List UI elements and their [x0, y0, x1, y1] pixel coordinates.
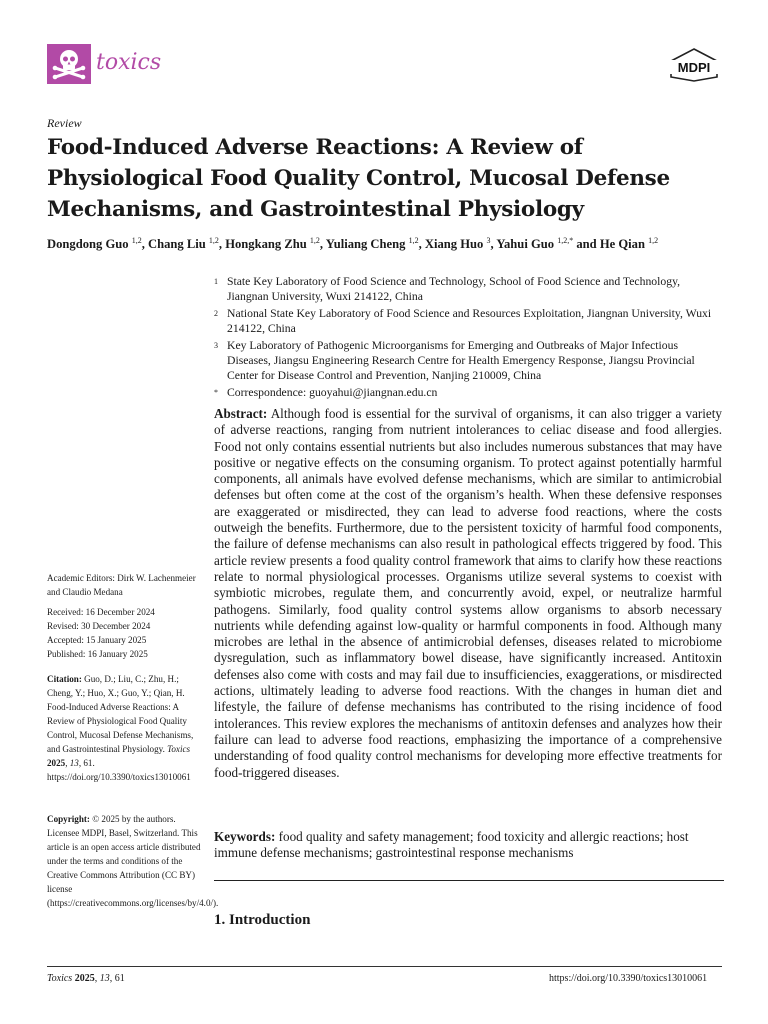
- skull-crossbones-icon: [51, 47, 87, 81]
- author-affiliation-marker: 1,2,*: [557, 236, 574, 245]
- article-type: Review: [47, 116, 82, 130]
- author-affiliation-marker: 1,2: [309, 236, 320, 245]
- publisher-name: MDPI: [677, 60, 711, 75]
- date-row: [47, 633, 207, 647]
- author-affiliation-marker: 1,2: [648, 236, 659, 245]
- footer-volume: 13: [99, 973, 110, 984]
- article-title: Food-Induced Adverse Reactions: A Review of Physiological Food Quality Control, Mucosal Defense Mechanisms, and Gastrointestinal Physiology: [47, 135, 670, 222]
- abstract-label: Abstract:: [214, 406, 268, 421]
- citation-year: 2025: [47, 758, 66, 768]
- date-label: Accepted:: [47, 635, 87, 645]
- affiliation-item: [214, 306, 724, 337]
- author-name[interactable]: Xiang Huo $^3$: [424, 236, 491, 252]
- date-value: 16 January 2025: [87, 649, 148, 659]
- date-value: 30 December 2024: [81, 621, 151, 631]
- affiliation-item: [214, 274, 724, 305]
- affiliation-item: [214, 338, 724, 384]
- author-name[interactable]: Chang Liu $^{1,2}$: [148, 236, 219, 252]
- abstract-text: Although food is essential for the survival of organisms, it can also trigger a variety of adverse reactions, ranging from nutrient intolerances to celiac disease and food allergies. Food not only contains essential nutrients but also includes numerous substances that may have positive or negative effects on the consuming organism. To protect against potentially harmful components, all animals have evolved defense mechanisms, which are similar to antimicrobial defenses but often come at the cost of the organism’s health. When these defensive responses are exaggerated or misdirected, they can lead to adverse food reactions, where the costs outweigh the benefits. Furthermore, due to the persistent toxicity of harmful food components, the failure of defense mechanisms can also result in pathological effects triggered by food. This article review presents a food quality control framework that aims to clarify how these reactions relate to normal physiological processes. Organisms utilize several systems to coexist with symbiotic microbes, regulate them, and concurrently avoid, expel, or neutralize harmful pathogens. Similarly, food quality control systems allow organisms to absorb necessary nutrients while defending against low-quality or harmful components in food. Although many microbes are lethal in the absence of antimicrobial defenses, diseases related to microbiome dysregulation, such as inflammatory bowel disease, have significantly increased. Antitoxin defenses also come with costs and may fail due to insufficiencies, exaggerations, or misdirected actions, ultimately leading to adverse food reactions. With the changes in human diet and lifestyle, the failure of defense mechanisms has contributed to the rising incidence of food intolerances. This review explores the mechanisms of antitoxin defenses and analyzes how their failure can lead to adverse food reactions, emphasizing the importance of a comprehensive understanding of food quality control mechanisms for developing more effective treatments for food-triggered diseases.: [214, 406, 722, 780]
- date-label: Published:: [47, 649, 88, 659]
- footer-page: , 61: [109, 973, 125, 984]
- abstract: [214, 406, 722, 781]
- date-value: 15 January 2025: [86, 635, 147, 645]
- author-affiliation-marker: 3: [486, 236, 491, 245]
- affiliations: [214, 274, 724, 401]
- copyright: [47, 812, 219, 910]
- affiliation-number: 2: [214, 308, 218, 318]
- citation-volume: 13: [69, 758, 79, 768]
- editors-label: Academic Editors:: [47, 573, 115, 583]
- footer-year: 2025: [74, 973, 95, 984]
- date-label: Revised:: [47, 621, 82, 631]
- affiliation-text: State Key Laboratory of Food Science and Technology, School of Food Science and Technology, Jiangnan University, Wuxi 214122, China: [227, 275, 681, 304]
- date-row: [47, 647, 207, 661]
- citation-journal: Toxics: [167, 744, 191, 754]
- keywords: [214, 829, 722, 862]
- author-affiliation-marker: 1,2: [208, 236, 219, 245]
- footer-rule: [47, 966, 722, 967]
- author-name[interactable]: Yahui Guo $^{1,2,*}$: [496, 236, 574, 252]
- copyright-label: Copyright:: [47, 814, 90, 824]
- author-name[interactable]: Dongdong Guo $^{1,2}$: [47, 236, 142, 252]
- citation-pages[interactable]: , 61. https://doi.org/10.3390/toxics13010061: [47, 758, 191, 782]
- author-affiliation-marker: 1,2: [131, 236, 142, 245]
- affiliation-text: Correspondence: guoyahui@jiangnan.edu.cn: [227, 385, 438, 399]
- citation: Citation: Guo, D.; Liu, C.; Zhu, H.; Cheng, Y.; Huo, X.; Guo, Y.; Qian, H. Food-Induced Adverse Reactions: A Review of Physiological Food Quality Control, Mucosal Defense Mechanisms, and Gastrointestinal Physiology. Toxics 2025, 13, 61. https://doi.org/10.3390/toxics13010061: [47, 674, 194, 782]
- copyright-text: © 2025 by the authors. Licensee MDPI, Basel, Switzerland. This article is an open access article distributed under the terms and conditions of the Creative Commons Attribution (CC BY) license (https://creativecommons.org/licenses/by/4.0/).: [47, 814, 219, 908]
- keywords-text: food quality and safety management; food toxicity and allergic reactions; host immune defense mechanisms; gastrointestinal response mechanisms: [214, 829, 689, 861]
- affiliation-number: 3: [214, 340, 218, 350]
- affiliation-number: 1: [214, 277, 218, 286]
- author-name[interactable]: He Qian $^{1,2}$: [599, 236, 659, 252]
- affiliation-number: *: [214, 387, 218, 397]
- author-list: Dongdong Guo $^{1,2}$, Chang Liu $^{1,2}$, Hongkang Zhu $^{1,2}$, Yuliang Cheng $^{1,2}$, Xiang Huo $^3$, Yahui Guo $^{1,2,*}$ and He Qian $^{1,2}$: [47, 236, 659, 252]
- divider: [214, 880, 724, 881]
- date-label: Received:: [47, 607, 86, 617]
- author-affiliation-marker: 1,2: [408, 236, 419, 245]
- date-row: [47, 605, 207, 619]
- keywords-label: Keywords:: [214, 829, 276, 844]
- affiliation-text: Key Laboratory of Pathogenic Microorganisms for Emerging and Outbreaks of Major Infectious Diseases, Jiangsu Engineering Research Centre for Health Emergency Response, Jiangsu Provincial Center for Disease Control and Prevention, Nanjing 210009, China: [227, 338, 695, 383]
- journal-name: toxics: [96, 50, 162, 75]
- publication-dates: [47, 605, 207, 661]
- section-heading: 1. Introduction: [214, 912, 311, 928]
- author-name[interactable]: Yuliang Cheng $^{1,2}$: [325, 236, 419, 252]
- affiliation-text: National State Key Laboratory of Food Science and Resources Exploitation, Jiangnan University, Wuxi 214122, China: [227, 306, 712, 336]
- journal-logo: [47, 44, 91, 84]
- footer-doi-link[interactable]: https://doi.org/10.3390/toxics13010061: [549, 973, 708, 984]
- author-name[interactable]: Hongkang Zhu $^{1,2}$: [225, 236, 320, 252]
- footer-citation: Toxics 2025, 13, 61: [47, 973, 125, 984]
- editors-names: Dirk W. Lachenmeier and Claudio Medana: [47, 573, 196, 597]
- footer-journal: Toxics: [47, 973, 73, 984]
- affiliation-item: [214, 385, 724, 400]
- citation-text: Guo, D.; Liu, C.; Zhu, H.; Cheng, Y.; Huo, X.; Guo, Y.; Qian, H. Food-Induced Adverse Reactions: A Review of Physiological Food Quality Control, Mucosal Defense Mechanisms, and Gastrointestinal Physiology.: [47, 674, 194, 754]
- mdpi-logo: [668, 48, 720, 82]
- citation-label: Citation:: [47, 674, 82, 684]
- academic-editors: [47, 571, 207, 599]
- date-value: 16 December 2024: [85, 607, 155, 617]
- date-row: [47, 619, 207, 633]
